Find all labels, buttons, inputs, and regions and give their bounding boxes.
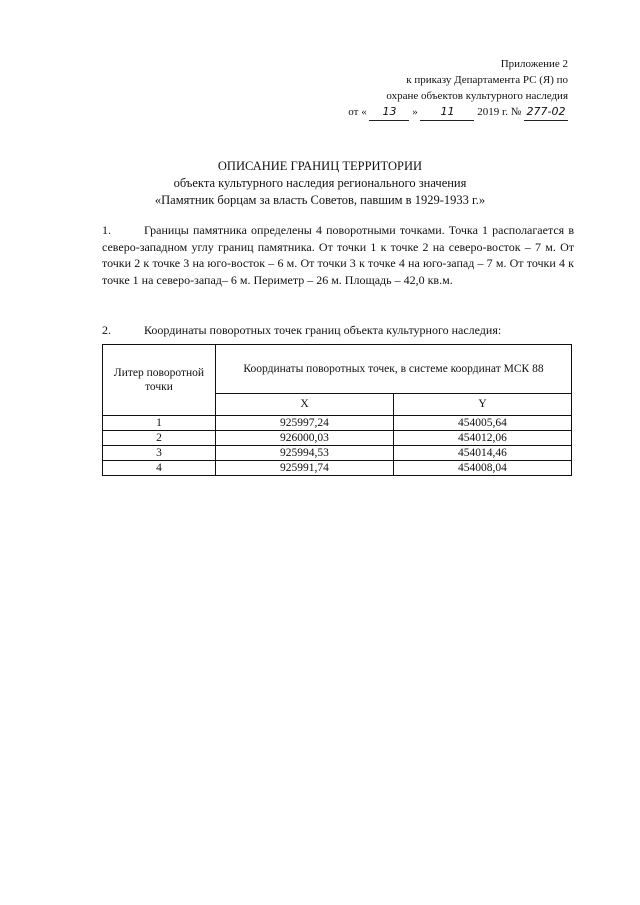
document-title: ОПИСАНИЕ ГРАНИЦ ТЕРРИТОРИИ bbox=[217, 159, 423, 173]
monument-name: «Памятник борцам за власть Советов, павшим в 1929-1933 г.» bbox=[154, 193, 486, 207]
cell-point: 4 bbox=[103, 461, 216, 476]
date-year: 2019 г. № bbox=[477, 106, 522, 118]
paragraph-boundaries bbox=[102, 222, 574, 288]
appendix-header bbox=[348, 56, 568, 121]
document-title-block bbox=[0, 158, 640, 209]
paragraph-number: 2. bbox=[102, 323, 111, 337]
header-coordinates: Координаты поворотных точек, в системе координат МСК 88 bbox=[216, 345, 572, 394]
cell-y: 454005,64 bbox=[393, 416, 571, 431]
table-row bbox=[103, 446, 572, 461]
appendix-title: Приложение 2 bbox=[500, 58, 568, 70]
table-row bbox=[103, 431, 572, 446]
handwritten-month: 11 bbox=[420, 104, 474, 121]
cell-y: 454008,04 bbox=[393, 461, 571, 476]
appendix-department: охране объектов культурного наследия bbox=[386, 90, 568, 102]
paragraph-text: Координаты поворотных точек границ объекта культурного наследия: bbox=[144, 323, 502, 337]
paragraph-text: Границы памятника определены 4 поворотными точками. Точка 1 располагается в северо-западном углу границ памятника. От точки 1 к точке 2 на северо-восток – 7 м. От точки 2 к точке 3 на юго-восток – 6 м. От точки 3 к точке 4 на юго-запад – 7 м. От точки 4 к точке 1 на северо-запад– 6 м. Периметр – 26 м. Площадь – 42,0 кв.м. bbox=[102, 223, 574, 287]
header-y: Y bbox=[393, 393, 571, 415]
paragraph-number: 1. bbox=[102, 223, 111, 237]
cell-point: 3 bbox=[103, 446, 216, 461]
table-row bbox=[103, 461, 572, 476]
table-row bbox=[103, 416, 572, 431]
cell-point: 2 bbox=[103, 431, 216, 446]
date-mid: » bbox=[412, 106, 418, 118]
coordinates-table bbox=[102, 344, 572, 476]
cell-y: 454014,46 bbox=[393, 446, 571, 461]
cell-x: 925994,53 bbox=[216, 446, 394, 461]
header-point-letter: Литер поворотной точки bbox=[103, 345, 216, 416]
date-prefix: от « bbox=[348, 106, 367, 118]
cell-y: 454012,06 bbox=[393, 431, 571, 446]
document-subtitle: объекта культурного наследия регионального значения bbox=[173, 176, 467, 190]
paragraph-coordinates bbox=[102, 322, 574, 339]
cell-x: 926000,03 bbox=[216, 431, 394, 446]
handwritten-order-number: 277-02 bbox=[524, 104, 568, 121]
cell-x: 925991,74 bbox=[216, 461, 394, 476]
appendix-date-line bbox=[348, 104, 568, 121]
cell-x: 925997,24 bbox=[216, 416, 394, 431]
handwritten-day: 13 bbox=[369, 104, 409, 121]
header-x: X bbox=[216, 393, 394, 415]
cell-point: 1 bbox=[103, 416, 216, 431]
appendix-order-ref: к приказу Департамента РС (Я) по bbox=[406, 74, 568, 86]
